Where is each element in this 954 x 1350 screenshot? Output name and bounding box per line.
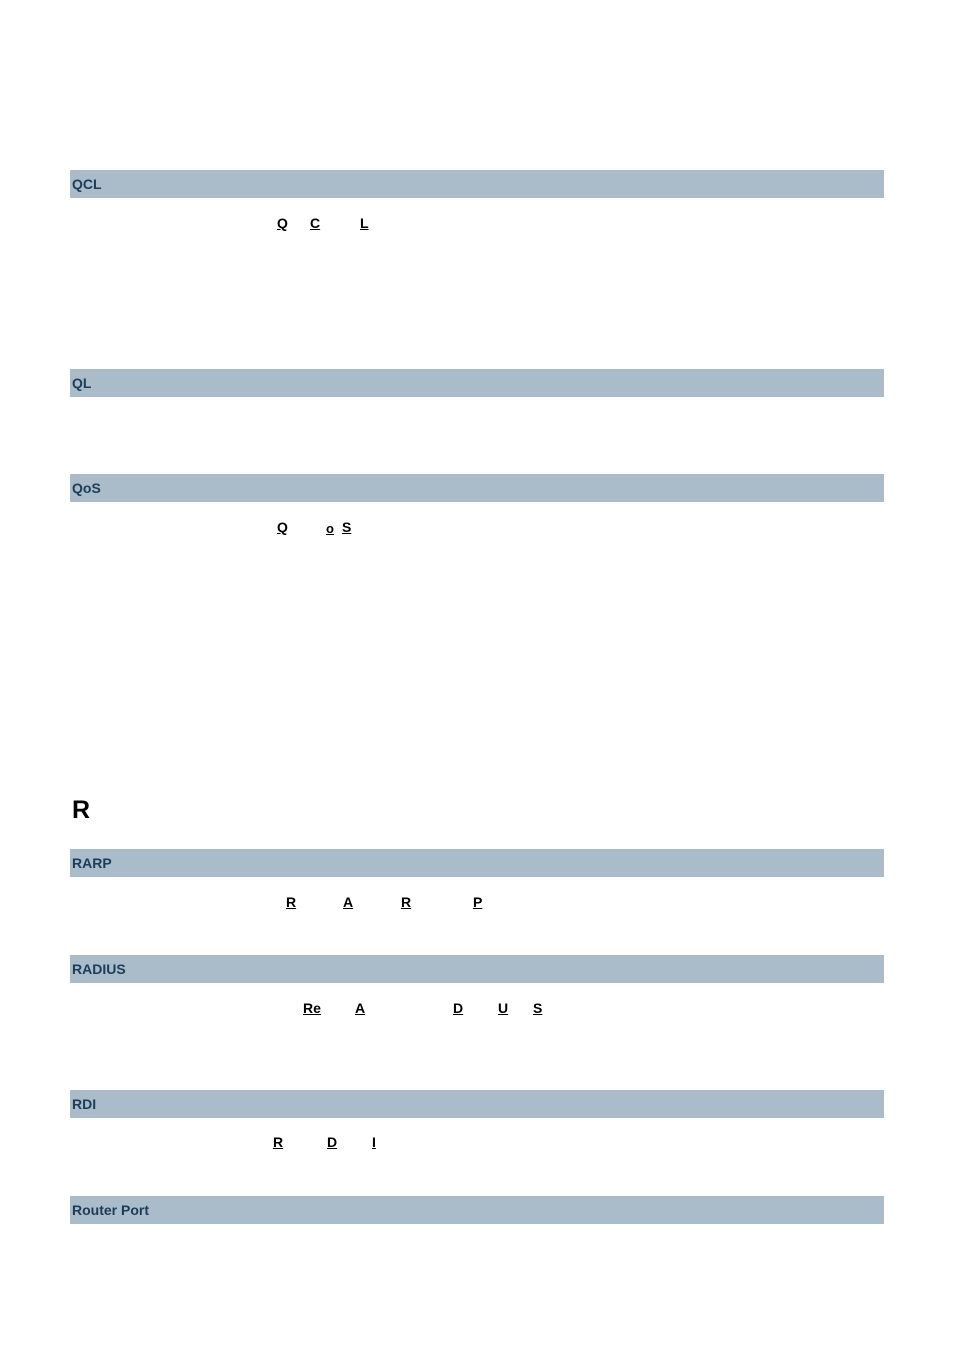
section-title: QoS	[72, 480, 101, 496]
term-mark: C	[310, 215, 321, 231]
term-mark: L	[360, 215, 369, 231]
section-title: Router Port	[72, 1202, 149, 1218]
term-mark: R	[286, 894, 297, 910]
term-mark: Q	[277, 215, 288, 231]
section-header-qcl	[70, 170, 884, 198]
term-mark: S	[342, 519, 352, 535]
section-header-qos	[70, 474, 884, 502]
term-mark: Q	[277, 519, 288, 535]
term-mark: o	[326, 521, 334, 536]
section-header-ql	[70, 369, 884, 397]
section-header-rdi	[70, 1090, 884, 1118]
section-title: QCL	[72, 176, 102, 192]
section-title: RDI	[72, 1096, 97, 1112]
term-mark: D	[327, 1134, 338, 1150]
term-mark: R	[273, 1134, 284, 1150]
term-mark: S	[533, 1000, 543, 1016]
index-letter: R	[72, 796, 91, 824]
term-mark: R	[401, 894, 412, 910]
term-mark: U	[498, 1000, 509, 1016]
section-title: QL	[72, 375, 92, 391]
term-mark: I	[372, 1134, 376, 1150]
term-mark: A	[355, 1000, 366, 1016]
section-header-rarp	[70, 849, 884, 877]
section-header-router-port	[70, 1196, 884, 1224]
term-mark: A	[343, 894, 354, 910]
section-header-radius	[70, 955, 884, 983]
term-mark: Re	[303, 1000, 321, 1016]
section-title: RADIUS	[72, 961, 126, 977]
section-title: RARP	[72, 855, 112, 871]
term-mark: D	[453, 1000, 464, 1016]
term-mark: P	[473, 894, 483, 910]
